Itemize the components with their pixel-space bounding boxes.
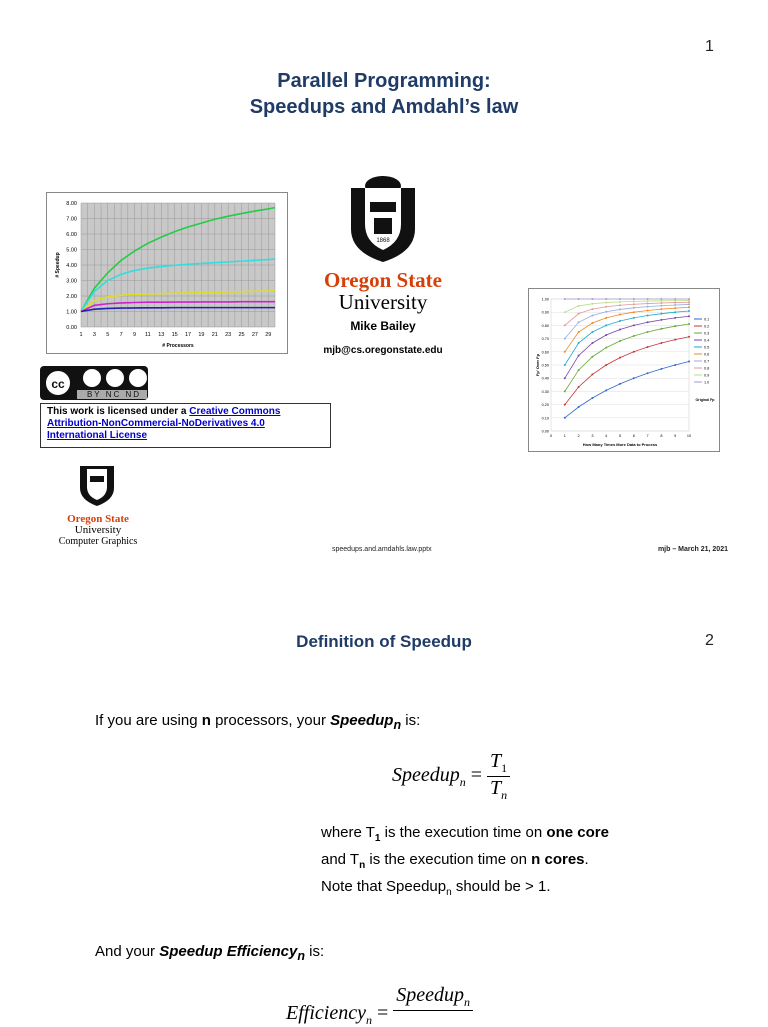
y-tick-label: 0.00 xyxy=(541,429,549,434)
data-point xyxy=(605,364,607,366)
x-tick-label: 27 xyxy=(251,332,258,338)
data-point xyxy=(688,301,690,303)
x-axis-label: How Many Times More Data to Process xyxy=(582,442,658,447)
x-tick-label: 11 xyxy=(145,332,151,338)
data-point xyxy=(619,301,621,303)
data-point xyxy=(688,361,690,363)
y-tick-label: 0.70 xyxy=(541,337,549,342)
osu-cg-line2: University xyxy=(74,524,122,536)
data-point xyxy=(578,313,580,315)
data-point xyxy=(564,417,566,419)
legend-label: 0.1 xyxy=(704,317,710,322)
eff-text-b: is: xyxy=(304,943,325,960)
data-point xyxy=(688,298,690,300)
osu-name-line1: Oregon State xyxy=(323,268,442,292)
intro-n: n xyxy=(201,712,211,729)
where-line1: where $T_1$ is the execution time on one core xyxy=(321,824,609,844)
legend-label: 0.4 xyxy=(704,338,710,343)
legend-label: 0.8 xyxy=(704,366,710,371)
eff-formula-numerator-sub: n xyxy=(464,995,470,1009)
data-point xyxy=(564,404,566,406)
data-point xyxy=(688,310,690,312)
data-point xyxy=(578,331,580,333)
data-point xyxy=(660,300,662,302)
data-point xyxy=(605,311,607,313)
x-tick-label: 3 xyxy=(92,332,96,338)
x-tick-label: 8 xyxy=(660,434,663,438)
data-point xyxy=(619,383,621,385)
cc-license-badge xyxy=(40,366,148,400)
data-point xyxy=(591,331,593,333)
data-point xyxy=(578,321,580,323)
data-point xyxy=(647,298,649,300)
data-point xyxy=(633,303,635,305)
eff-formula-numerator: Speedup xyxy=(396,984,464,1006)
y-tick-label: 1.00 xyxy=(541,297,549,302)
data-point xyxy=(660,319,662,321)
x-tick-label: 13 xyxy=(158,332,165,338)
data-point xyxy=(605,347,607,349)
x-tick-label: 5 xyxy=(106,332,110,338)
data-point xyxy=(647,315,649,317)
cc-license-link[interactable]: Creative Commons Attribution-NonCommercial-NoDerivatives 4.0 International License xyxy=(47,406,281,441)
eff-bold: Speedup Efficiency xyxy=(159,943,298,960)
data-point xyxy=(564,298,566,300)
svg-text:1868: 1868 xyxy=(376,238,390,244)
data-point xyxy=(633,351,635,353)
formula-fraction xyxy=(487,750,510,803)
slide2-title: Definition of Speedup xyxy=(296,632,472,651)
data-point xyxy=(578,342,580,344)
formula-denominator: T xyxy=(490,777,502,799)
y-tick-label: 0.60 xyxy=(541,350,549,355)
data-point xyxy=(674,304,676,306)
data-point xyxy=(591,298,593,300)
x-tick-label: 7 xyxy=(646,434,649,438)
data-point xyxy=(633,324,635,326)
x-axis-label: # Processors xyxy=(162,343,194,349)
data-point xyxy=(591,303,593,305)
data-point xyxy=(591,397,593,399)
osu-cg-logo xyxy=(48,460,148,545)
intro-speedup-sub: n xyxy=(393,718,402,732)
data-point xyxy=(633,335,635,337)
data-point xyxy=(674,325,676,327)
efficiency-intro-line xyxy=(95,943,324,963)
legend-label: 0.6 xyxy=(704,352,710,357)
formula-numerator-sub: 1 xyxy=(501,761,508,775)
osu-logo-block xyxy=(308,174,458,374)
data-point xyxy=(578,305,580,307)
amdahl-chart xyxy=(528,288,720,452)
data-point xyxy=(619,314,621,316)
data-point xyxy=(674,302,676,304)
data-point xyxy=(647,306,649,308)
slide1-title xyxy=(0,68,768,120)
legend-label: 0.7 xyxy=(704,359,710,364)
x-tick-label: 2 xyxy=(577,434,580,438)
x-tick-label: 7 xyxy=(119,332,123,338)
data-point xyxy=(647,300,649,302)
data-point xyxy=(674,307,676,309)
data-point xyxy=(688,306,690,308)
data-point xyxy=(605,317,607,319)
data-point xyxy=(605,306,607,308)
legend-label: 0.2 xyxy=(704,324,710,329)
osu-small-seal-icon xyxy=(48,460,148,508)
eff-text-a: And your xyxy=(95,943,160,960)
x-tick-label: 10 xyxy=(686,434,692,438)
y-tick-label: 4.00 xyxy=(66,263,77,269)
legend-label: 0.3 xyxy=(704,331,710,336)
x-tick-label: 23 xyxy=(225,332,232,338)
efficiency-formula: Efficiency$_n$ = Speedup$_n$ xyxy=(286,984,473,1011)
data-point xyxy=(647,309,649,311)
x-tick-label: 9 xyxy=(674,434,677,438)
x-tick-label: 1 xyxy=(563,434,566,438)
data-point xyxy=(688,323,690,325)
data-point xyxy=(591,315,593,317)
x-tick-label: 5 xyxy=(618,434,622,438)
data-point xyxy=(564,364,566,366)
data-point xyxy=(647,331,649,333)
eff-formula-lhs: Efficiency xyxy=(286,1002,366,1024)
slide1-page-number: 1 xyxy=(705,38,714,55)
speedup-formula: Speedup$_n$ = $\frac{T_1}{T_n}$ xyxy=(392,750,510,803)
data-point xyxy=(633,311,635,313)
intro-text-b: processors, your xyxy=(210,712,331,729)
cc-license-prefix: This work is licensed under a xyxy=(47,406,190,417)
data-point xyxy=(633,317,635,319)
slide1-footer-file: speedups.and.amdahls.law.pptx xyxy=(332,546,432,553)
slide1-title-line1: Parallel Programming: xyxy=(277,70,491,92)
amdahl-chart-svg xyxy=(529,289,719,451)
data-point xyxy=(633,298,635,300)
data-point xyxy=(591,373,593,375)
x-tick-label: 6 xyxy=(632,434,635,438)
data-point xyxy=(674,298,676,300)
cc-badge-text: BY NC ND xyxy=(86,390,142,399)
eff-formula-lhs-sub: n xyxy=(365,1013,372,1027)
data-point xyxy=(619,308,621,310)
x-tick-label: 3 xyxy=(591,434,594,438)
intro-text-a: If you are using xyxy=(95,712,202,729)
formula-numerator: T xyxy=(490,750,502,772)
data-point xyxy=(578,298,580,300)
speedup-intro-line xyxy=(95,712,420,732)
y-tick-label: 3.00 xyxy=(66,278,77,285)
data-point xyxy=(605,298,607,300)
y-tick-label: 0.50 xyxy=(541,363,549,368)
legend-label: 1.0 xyxy=(704,380,710,385)
osu-cg-line1: Oregon State xyxy=(67,513,129,525)
data-point xyxy=(674,311,676,313)
x-tick-label: 4 xyxy=(605,434,608,438)
data-point xyxy=(619,328,621,330)
data-point xyxy=(578,386,580,388)
data-point xyxy=(619,304,621,306)
data-point xyxy=(578,406,580,408)
intro-text-c: is: xyxy=(401,712,421,729)
y-tick-label: 8.00 xyxy=(66,201,77,207)
data-point xyxy=(660,308,662,310)
eff-sub: n xyxy=(297,949,305,963)
data-point xyxy=(674,364,676,366)
x-tick-label: 1 xyxy=(79,332,83,338)
formula-lhs: Speedup xyxy=(392,764,460,787)
data-point xyxy=(619,357,621,359)
y-tick-label: 0.80 xyxy=(541,323,549,328)
osu-name-line2: University xyxy=(338,290,428,314)
y-tick-label: 6.00 xyxy=(66,232,77,238)
legend-title: Original Fp xyxy=(695,398,715,402)
y-tick-label: 1.00 xyxy=(66,309,77,316)
data-point xyxy=(660,328,662,330)
data-point xyxy=(591,356,593,358)
data-point xyxy=(674,339,676,341)
y-tick-label: 0.20 xyxy=(541,403,549,408)
y-tick-label: 0.10 xyxy=(541,416,549,421)
data-point xyxy=(688,303,690,305)
y-tick-label: 7.00 xyxy=(66,216,77,223)
data-point xyxy=(619,320,621,322)
data-point xyxy=(688,336,690,338)
y-tick-label: 0.00 xyxy=(66,325,77,331)
legend-label: 0.9 xyxy=(704,373,710,378)
y-axis-label: # Speedup xyxy=(55,252,61,278)
legend-label: 0.5 xyxy=(704,345,710,350)
x-tick-label: 21 xyxy=(211,332,218,338)
data-point xyxy=(605,389,607,391)
data-point xyxy=(605,324,607,326)
x-tick-label: 15 xyxy=(171,332,178,338)
data-point xyxy=(660,298,662,300)
data-point xyxy=(578,355,580,357)
data-point xyxy=(647,372,649,374)
data-point xyxy=(605,334,607,336)
slide1-footer-author: mjb – March 21, 2021 xyxy=(657,546,728,553)
data-point xyxy=(647,346,649,348)
y-tick-label: 0.30 xyxy=(541,389,549,394)
data-point xyxy=(688,315,690,317)
where-block xyxy=(321,822,609,903)
where-line2: and $T_n$ is the execution time on n cores. xyxy=(321,851,589,871)
x-tick-label: 0 xyxy=(549,434,553,438)
data-point xyxy=(619,340,621,342)
slide2-page-number: 2 xyxy=(705,632,714,649)
x-tick-label: 29 xyxy=(265,332,272,338)
data-point xyxy=(674,317,676,319)
data-point xyxy=(578,369,580,371)
slide1-title-line2: Speedups and Amdahl’s law xyxy=(249,96,519,118)
where-line3: Note that Speedup$_n$ should be > 1. xyxy=(321,878,551,898)
x-tick-label: 17 xyxy=(184,332,192,338)
data-point xyxy=(647,321,649,323)
x-tick-label: 25 xyxy=(238,332,245,338)
data-point xyxy=(591,342,593,344)
data-point xyxy=(660,313,662,315)
data-point xyxy=(564,324,566,326)
y-axis-label: Fp' Over Fp xyxy=(535,353,540,377)
y-tick-label: 0.90 xyxy=(541,310,549,315)
osu-seal-icon xyxy=(308,174,458,264)
data-point xyxy=(564,377,566,379)
data-point xyxy=(633,377,635,379)
x-tick-label: 19 xyxy=(198,332,205,338)
data-point xyxy=(564,390,566,392)
data-point xyxy=(633,307,635,309)
y-tick-label: 2.00 xyxy=(66,294,77,300)
author-name: Mike Bailey xyxy=(350,319,416,333)
data-point xyxy=(660,368,662,370)
data-point xyxy=(660,305,662,307)
data-point xyxy=(619,298,621,300)
data-point xyxy=(564,311,566,313)
data-point xyxy=(660,342,662,344)
author-email: mjb@cs.oregonstate.edu xyxy=(323,345,443,356)
osu-cg-line3: Computer Graphics xyxy=(58,536,138,547)
eff-formula-fraction xyxy=(393,984,473,1011)
y-tick-label: 0.40 xyxy=(541,376,549,381)
data-point xyxy=(660,302,662,304)
data-point xyxy=(633,300,635,302)
data-point xyxy=(605,302,607,304)
data-point xyxy=(647,303,649,305)
data-point xyxy=(564,351,566,353)
y-tick-label: 5.00 xyxy=(66,247,77,254)
data-point xyxy=(591,322,593,324)
speedup-chart-svg xyxy=(47,193,287,353)
cc-license-text xyxy=(40,403,331,448)
data-point xyxy=(564,338,566,340)
formula-lhs-sub: n xyxy=(459,775,466,790)
formula-denominator-sub: n xyxy=(501,788,508,802)
speedup-chart xyxy=(46,192,288,354)
svg-text:cc: cc xyxy=(51,377,65,391)
x-tick-label: 9 xyxy=(132,332,137,338)
intro-speedup: Speedup xyxy=(330,712,394,729)
data-point xyxy=(591,308,593,310)
